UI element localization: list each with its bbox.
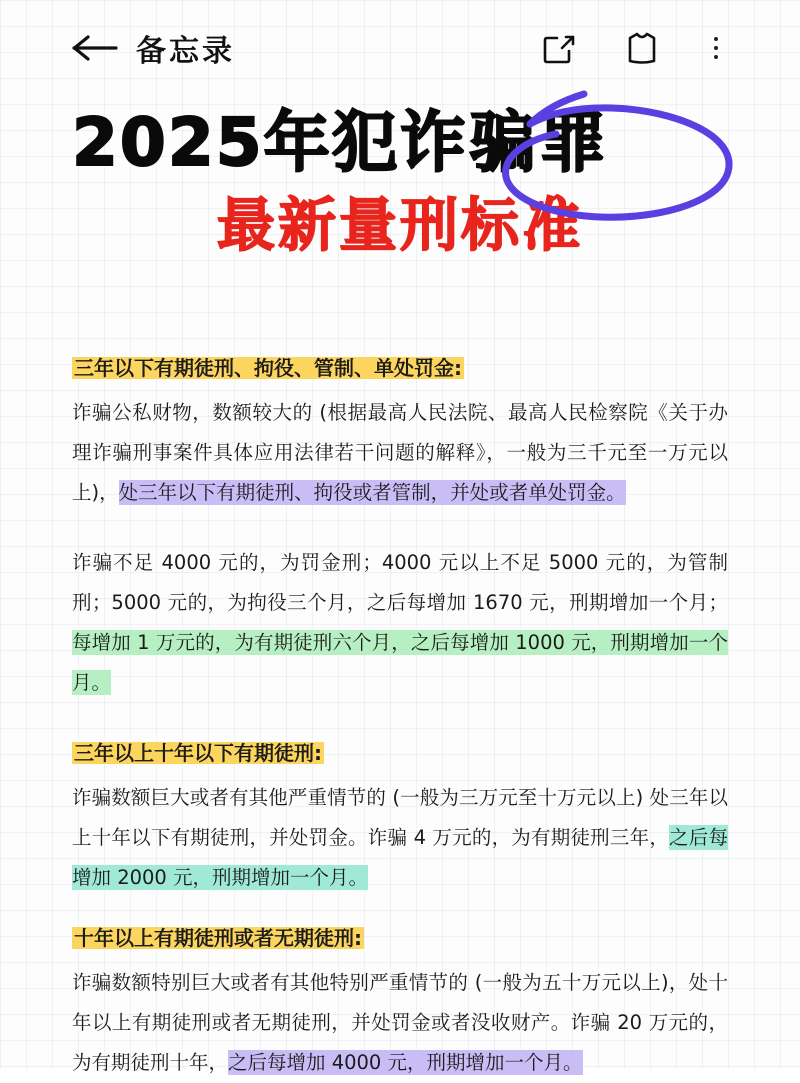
paragraph bbox=[72, 393, 728, 513]
arrow-left-icon bbox=[72, 33, 118, 63]
paragraph bbox=[72, 543, 728, 703]
more-dot bbox=[714, 37, 718, 41]
highlight-run: 之后每增加 4000 元，刑期增加一个月。 bbox=[228, 1051, 583, 1074]
highlight-run: 每增加 1 万元的，为有期徒刑六个月，之后每增加 1000 元，刑期增加一个月。 bbox=[72, 631, 728, 694]
back-button[interactable] bbox=[72, 33, 118, 63]
more-dot bbox=[714, 46, 718, 50]
share-button[interactable] bbox=[540, 30, 576, 66]
text-run: 诈骗公私财物，数额较大的 (根据最高人民法院、最高人民检察院《关于办理诈骗刑事案件具体应用法律若干问题的解释》，一般为三千元至一万元以上)， bbox=[72, 401, 728, 504]
poster-subheadline: 最新量刑标准 bbox=[216, 191, 583, 259]
tshirt-icon bbox=[622, 30, 662, 66]
text-run: 诈骗数额特别巨大或者有其他特别严重情节的 (一般为五十万元以上)，处十年以上有期徒刑或者无期徒刑，并处罚金或者没收财产。诈骗 20 万元的，为有期徒刑十年， bbox=[72, 971, 728, 1074]
section-title: 三年以上十年以下有期徒刑: bbox=[74, 741, 322, 765]
more-options-button[interactable] bbox=[708, 35, 724, 61]
header-actions bbox=[540, 30, 728, 66]
paragraph bbox=[72, 778, 728, 898]
more-dot bbox=[714, 55, 718, 59]
section-heading bbox=[72, 733, 728, 774]
section-title: 十年以上有期徒刑或者无期徒刑: bbox=[74, 926, 362, 950]
tshirt-button[interactable] bbox=[622, 30, 662, 66]
highlight-run: 之后每增加 2000 元，刑期增加一个月。 bbox=[72, 826, 728, 889]
text-run: 诈骗数额巨大或者有其他严重情节的 (一般为三万元至十万元以上) 处三年以上十年以下有期徒刑，并处罚金。诈骗 4 万元的，为有期徒刑三年， bbox=[72, 786, 728, 849]
poster-headline-block bbox=[72, 104, 728, 300]
app-header bbox=[72, 0, 728, 96]
page-title: 备忘录 bbox=[136, 34, 235, 69]
headline-part-1: 2025年犯 bbox=[72, 104, 400, 181]
headline-part-2: 诈骗罪 bbox=[399, 104, 610, 181]
section-heading bbox=[72, 348, 728, 389]
paragraph bbox=[72, 963, 728, 1083]
text-run: 诈骗不足 4000 元的，为罚金刑；4000 元以上不足 5000 元的，为管制刑；5000 元的，为拘役三个月，之后每增加 1670 元，刑期增加一个月； bbox=[72, 551, 728, 614]
note-body bbox=[72, 348, 728, 1083]
share-export-icon bbox=[540, 30, 576, 66]
section-heading bbox=[72, 918, 728, 959]
highlight-run: 处三年以下有期徒刑、拘役或者管制，并处或者单处罚金。 bbox=[118, 481, 626, 504]
poster-headline bbox=[72, 104, 728, 181]
section-title: 三年以下有期徒刑、拘役、管制、单处罚金: bbox=[74, 356, 462, 380]
